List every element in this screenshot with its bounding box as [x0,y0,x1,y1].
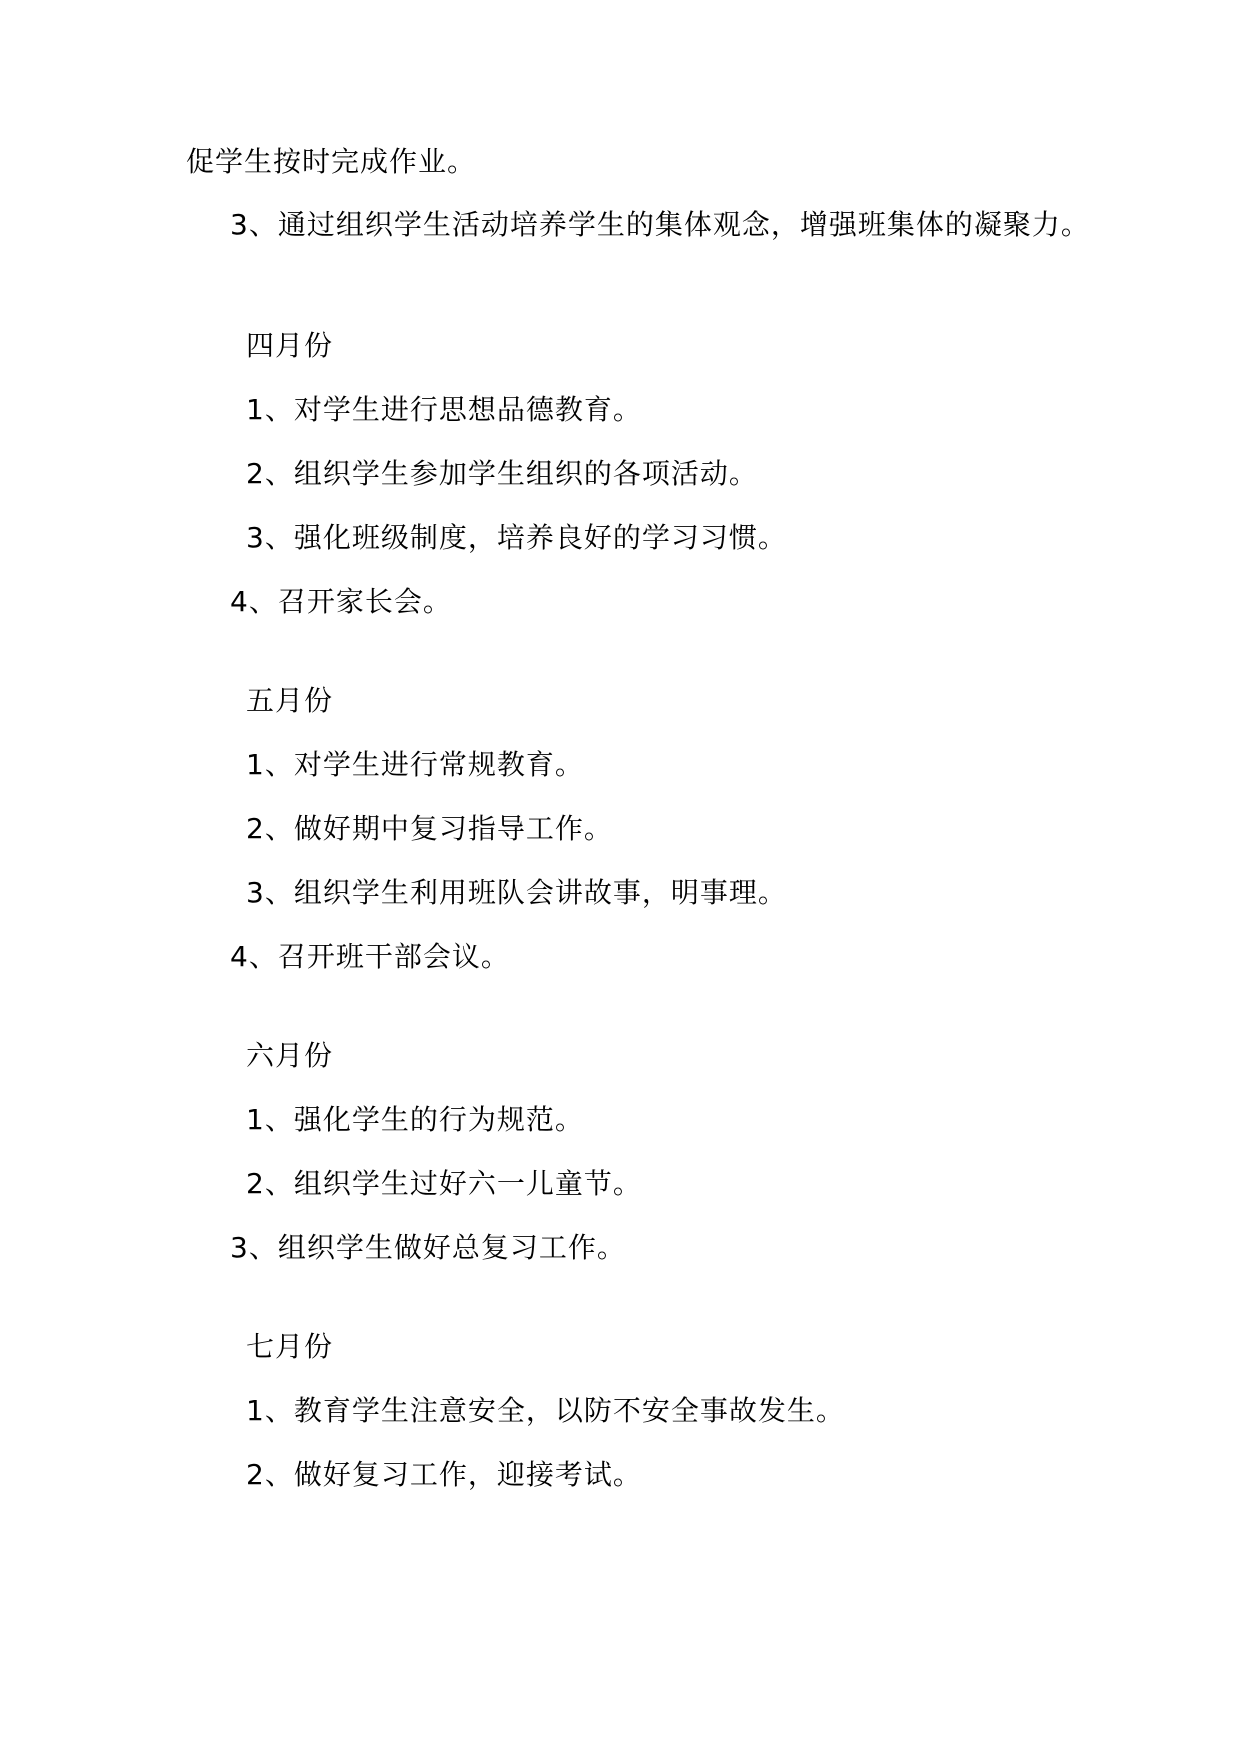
may-item-3: 3、组织学生利用班队会讲故事，明事理。 [246,876,787,909]
june-item-3: 3、组织学生做好总复习工作。 [230,1231,626,1264]
may-item-2: 2、做好期中复习指导工作。 [246,812,613,845]
july-item-1: 1、教育学生注意安全，以防不安全事故发生。 [246,1394,845,1427]
may-item-4: 4、召开班干部会议。 [230,940,510,973]
april-item-2: 2、组织学生参加学生组织的各项活动。 [246,457,758,490]
intro-item-3: 3、通过组织学生活动培养学生的集体观念，增强班集体的凝聚力。 [230,208,1090,241]
june-item-2: 2、组织学生过好六一儿童节。 [246,1167,642,1200]
april-heading: 四月份 [246,329,334,362]
may-heading: 五月份 [246,684,334,717]
april-item-1: 1、对学生进行思想品德教育。 [246,393,642,426]
intro-continuation: 促学生按时完成作业。 [186,145,477,178]
july-heading: 七月份 [246,1330,334,1363]
june-heading: 六月份 [246,1039,334,1072]
june-item-1: 1、强化学生的行为规范。 [246,1103,584,1136]
april-item-4: 4、召开家长会。 [230,585,452,618]
april-item-3: 3、强化班级制度，培养良好的学习习惯。 [246,521,787,554]
may-item-1: 1、对学生进行常规教育。 [246,748,584,781]
july-item-2: 2、做好复习工作，迎接考试。 [246,1458,642,1491]
